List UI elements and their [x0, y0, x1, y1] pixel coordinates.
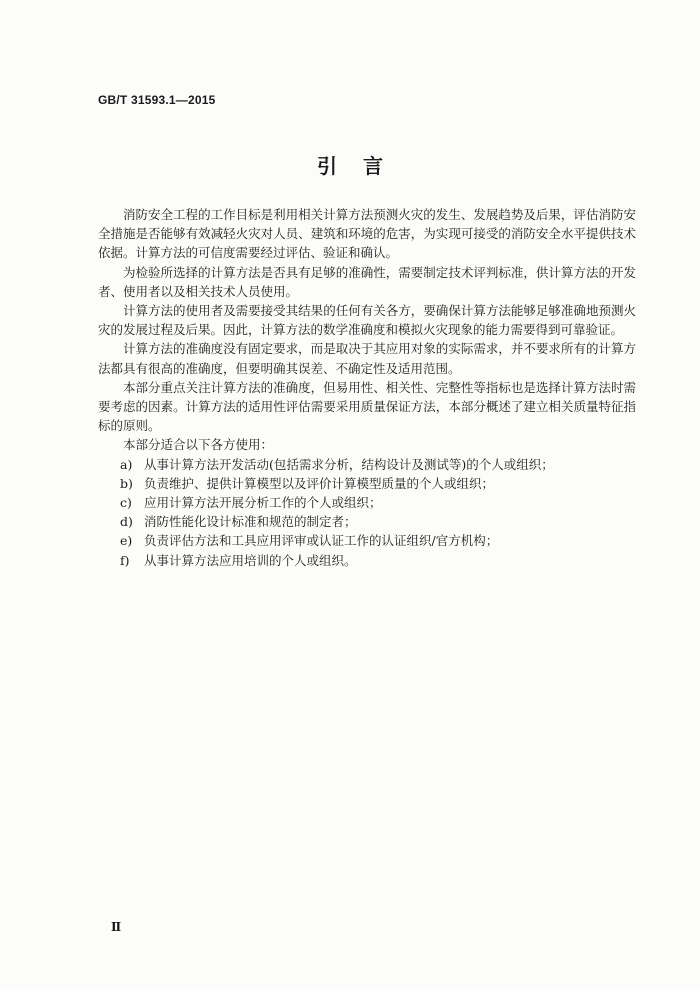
user-list: [98, 455, 636, 570]
list-item: [120, 512, 636, 531]
list-item: [120, 493, 636, 512]
list-text: 从事计算方法应用培训的个人或组织。: [144, 552, 357, 568]
list-marker: c): [120, 495, 132, 511]
list-text: 负责评估方法和工具应用评审或认证工作的认证组织/官方机构；: [144, 533, 499, 549]
list-text: 消防性能化设计标准和规范的制定者；: [144, 514, 357, 530]
list-marker: b): [120, 475, 133, 491]
document-body: [98, 205, 636, 570]
paragraph: 本部分适合以下各方使用：: [123, 437, 274, 453]
standard-number: GB/T 31593.1—2015: [98, 93, 216, 107]
paragraph: 本部分重点关注计算方法的准确度，但易用性、相关性、完整性等指标也是选择计算方法时需要考虑的因素。计算方法的适用性评估需要采用质量保证方法，本部分概述了建立相关质量特征指标的原则。: [98, 379, 636, 434]
list-text: 从事计算方法开发活动(包括需求分析，结构设计及测试等)的个人或组织；: [144, 456, 554, 472]
list-text: 应用计算方法开展分析工作的个人或组织；: [144, 495, 382, 511]
list-marker: e): [120, 533, 133, 549]
page-number: Ⅱ: [111, 920, 122, 934]
paragraph: 计算方法的使用者及需要接受其结果的任何有关各方，要确保计算方法能够足够准确地预测火灾的发展过程及后果。因此，计算方法的数学准确度和模拟火灾现象的能力需要得到可靠验证。: [98, 303, 636, 338]
paragraph: 为检验所选择的计算方法是否具有足够的准确性，需要制定技术评判标准，供计算方法的开发者、使用者以及相关技术人员使用。: [98, 264, 636, 299]
list-item: [120, 551, 636, 570]
list-text: 负责维护、提供计算模型以及评价计算模型质量的个人或组织；: [144, 475, 495, 491]
list-item: [120, 474, 636, 493]
list-marker: d): [120, 514, 133, 530]
paragraph: 消防安全工程的工作目标是利用相关计算方法预测火灾的发生、发展趋势及后果，评估消防安全措施是否能够有效减轻火灾对人员、建筑和环境的危害，为实现可接受的消防安全水平提供技术依据。计算方法的可信度需要经过评估、验证和确认。: [98, 207, 636, 261]
list-item: [120, 455, 636, 474]
list-item: [120, 531, 636, 550]
section-title: 引言: [317, 154, 409, 178]
list-marker: f): [120, 552, 130, 568]
list-marker: a): [120, 456, 133, 472]
paragraph: 计算方法的准确度没有固定要求，而是取决于其应用对象的实际需求，并不要求所有的计算方法都具有很高的准确度，但要明确其误差、不确定性及适用范围。: [98, 341, 636, 376]
